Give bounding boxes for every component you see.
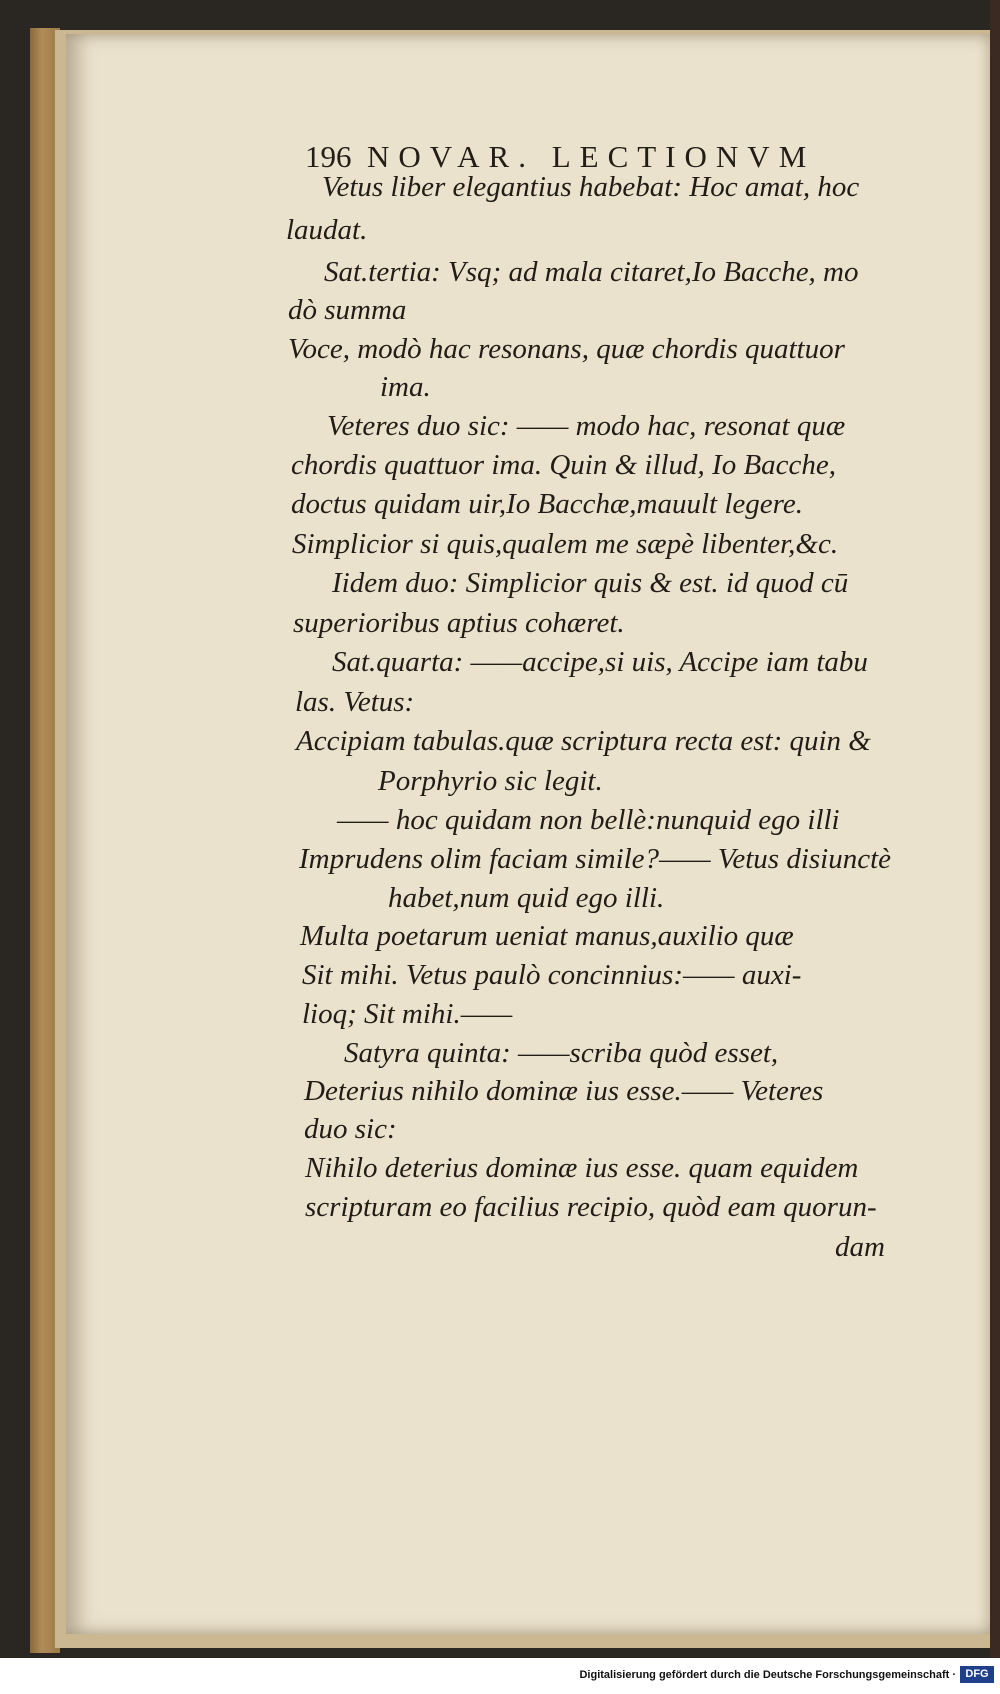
text-line: ima. [380, 371, 431, 403]
text-line: superioribus aptius cohæret. [293, 607, 625, 639]
text-line: —— hoc quidam non bellè:nunquid ego illi [337, 804, 840, 836]
text-line: Sit mihi. Vetus paulò concinnius:—— auxi- [302, 959, 802, 991]
text-line: Sat.quarta: ——accipe,si uis, Accipe iam tabu [332, 646, 868, 678]
text-line: Deterius nihilo dominæ ius esse.—— Veteres [304, 1075, 824, 1107]
text-line: doctus quidam uir,Io Bacchæ,mauult legere. [291, 488, 803, 520]
text-line: scripturam eo facilius recipio, quòd eam quorun- [305, 1191, 877, 1223]
funding-credit: Digitalisierung gefördert durch die Deutsche Forschungsgemeinschaft · [579, 1669, 956, 1681]
dfg-logo: DFG [960, 1666, 994, 1683]
text-line: Nihilo deterius dominæ ius esse. quam equidem [305, 1152, 859, 1184]
text-line: Multa poetarum ueniat manus,auxilio quæ [300, 920, 794, 952]
text-line: Vetus liber elegantius habebat: Hoc amat, hoc [322, 171, 860, 203]
text-line: Simplicior si quis,qualem me sæpè libenter,&c. [292, 528, 839, 560]
text-line: Accipiam tabulas.quæ scriptura recta est: quin & [296, 725, 871, 757]
text-line: Voce, modò hac resonans, quæ chordis quattuor [288, 333, 845, 365]
text-line: Porphyrio sic legit. [378, 765, 603, 797]
text-line: dò summa [288, 294, 407, 326]
book-spine-edge [990, 0, 1000, 1658]
text-line: chordis quattuor ima. Quin & illud, Io Bacche, [291, 449, 837, 481]
footer-bar [0, 1658, 1000, 1694]
page-number: 196 [305, 139, 352, 174]
text-line: las. Vetus: [295, 686, 415, 718]
text-line: Satyra quinta: ——scriba quòd esset, [344, 1037, 779, 1069]
text-line: Imprudens olim faciam simile?—— Vetus disiunctè [299, 843, 892, 875]
text-line: habet,num quid ego illi. [388, 882, 665, 914]
text-line: Sat.tertia: Vsq; ad mala citaret,Io Bacche, mo [324, 256, 859, 288]
text-line: laudat. [286, 214, 368, 246]
text-line: Veteres duo sic: —— modo hac, resonat quæ [327, 410, 846, 442]
running-title: NOVAR. LECTIONVM [367, 139, 816, 174]
text-line: Iidem duo: Simplicior quis & est. id quod cū [332, 567, 849, 599]
running-head [305, 139, 815, 175]
text-line: duo sic: [304, 1113, 397, 1145]
text-line: lioq; Sit mihi.—— [302, 998, 513, 1030]
catchword: dam [835, 1231, 885, 1263]
